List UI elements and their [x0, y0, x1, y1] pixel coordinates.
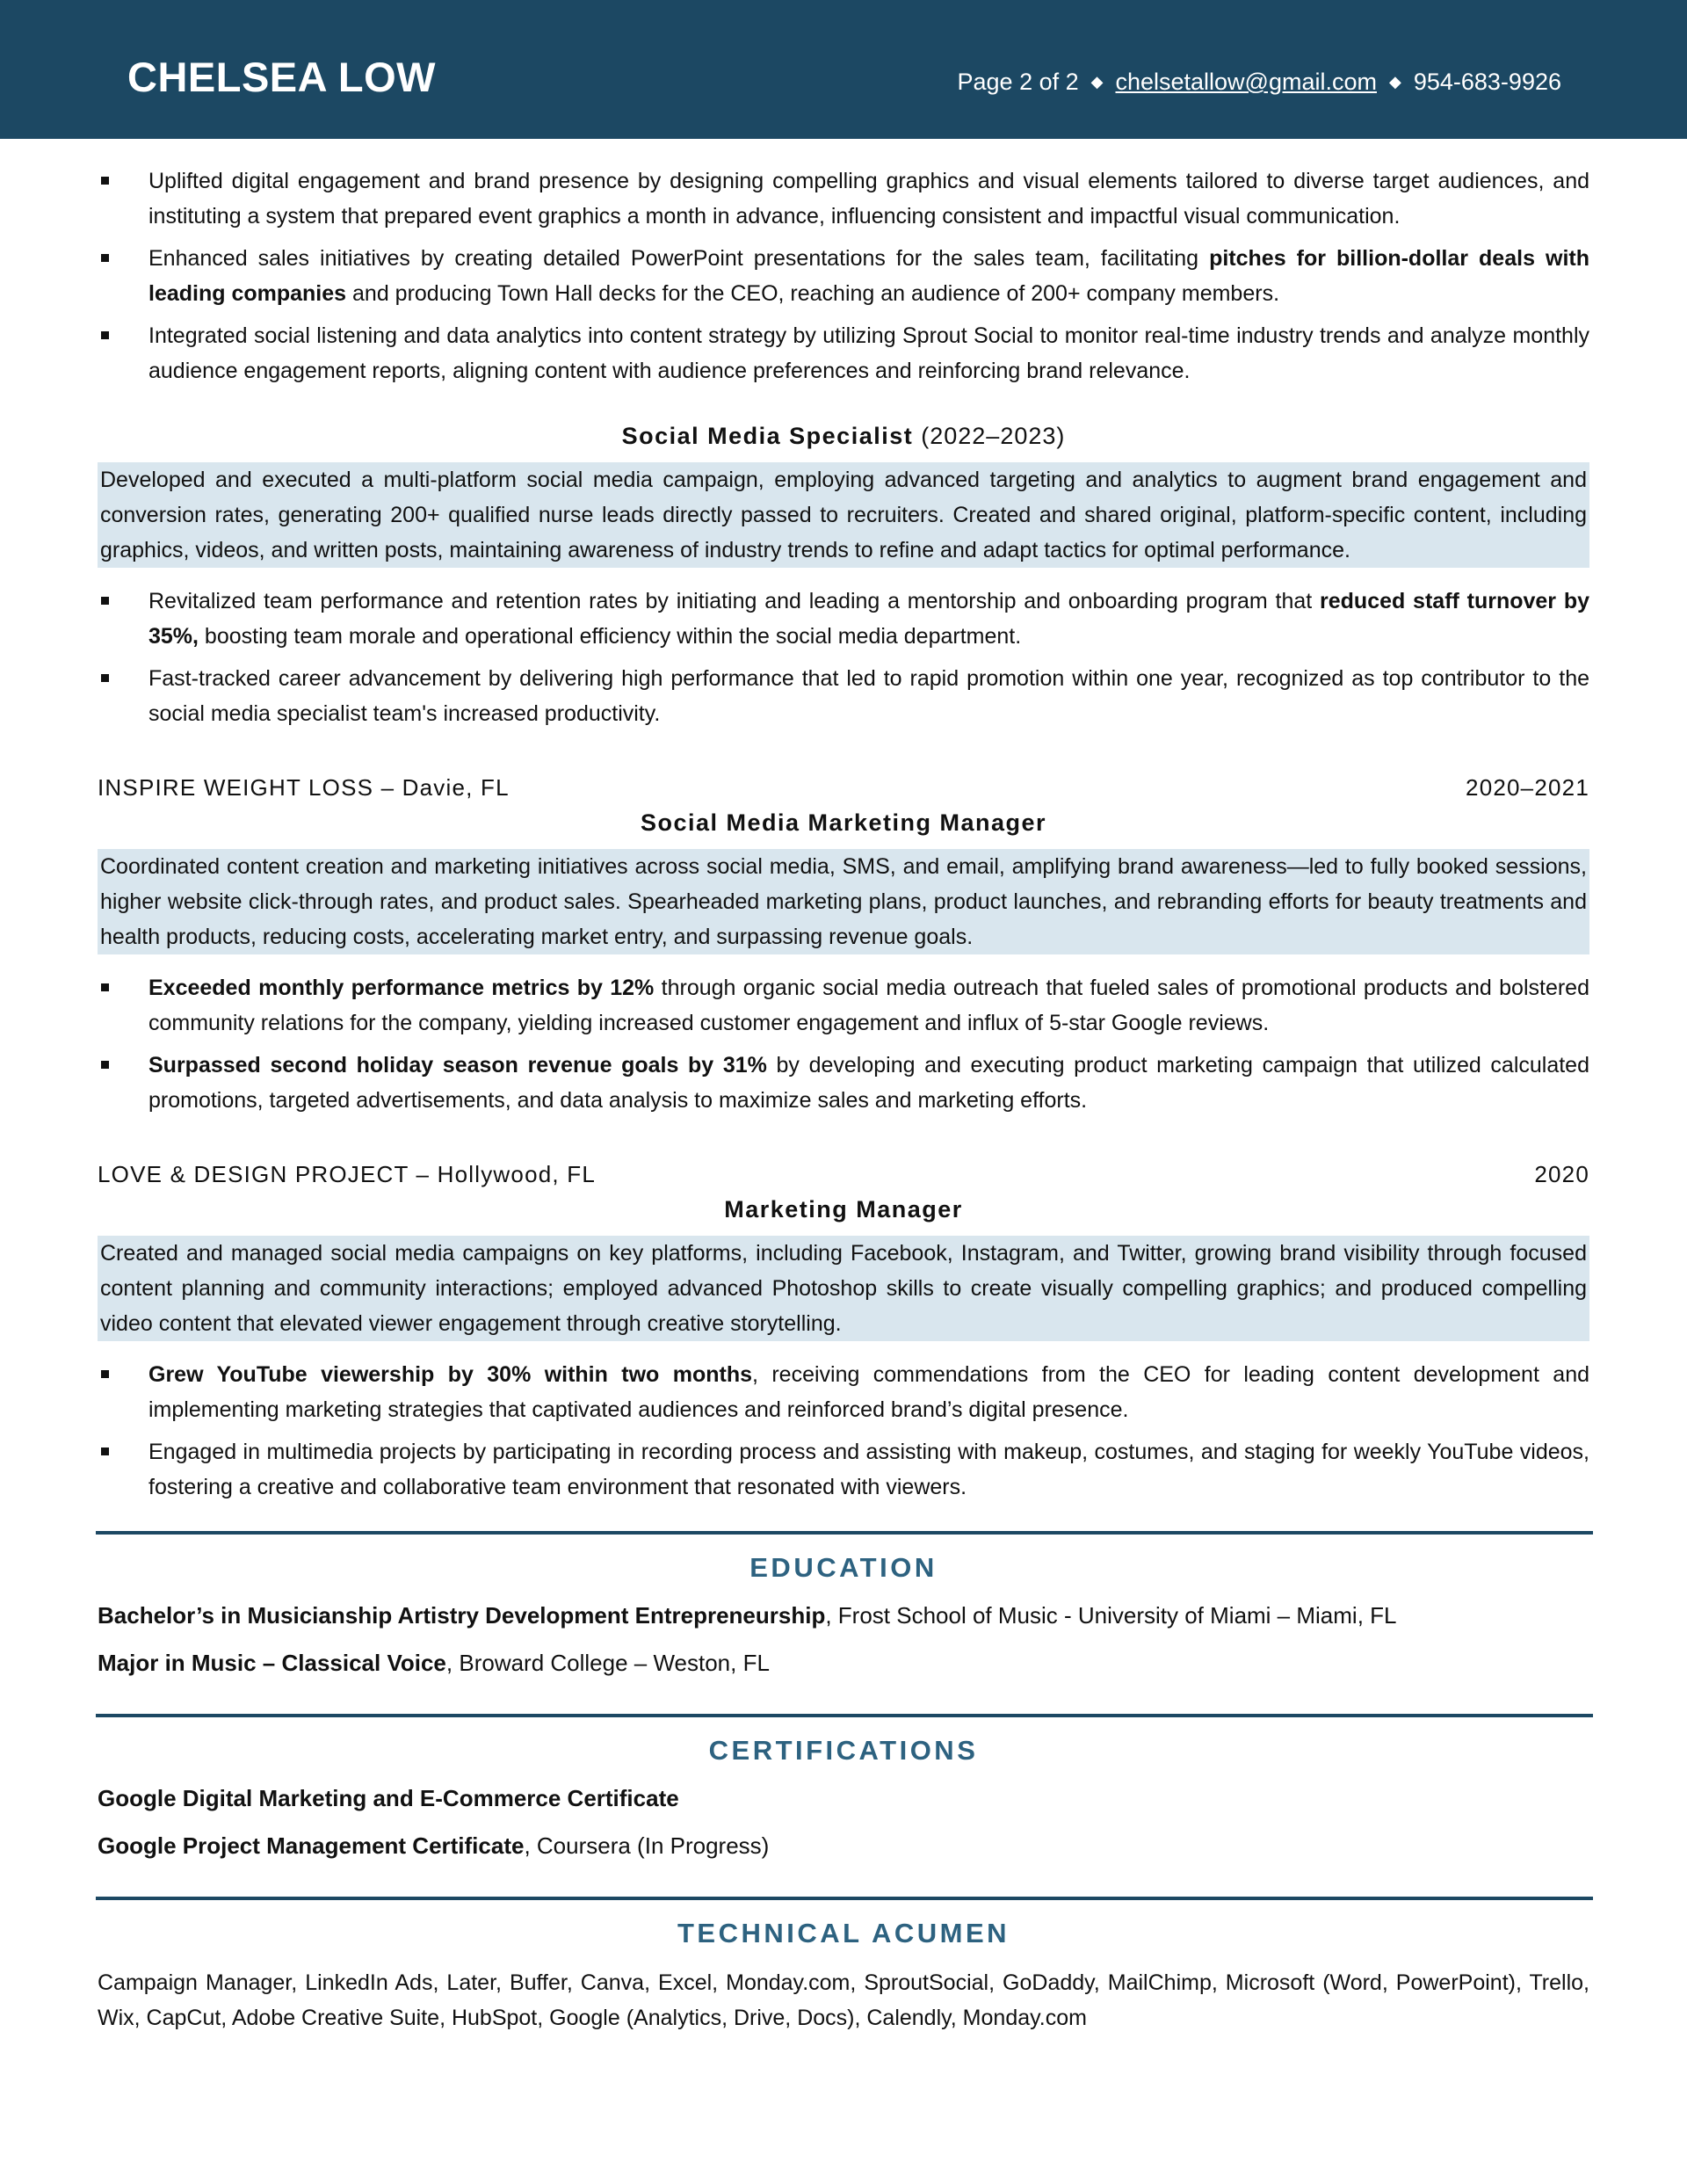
education-heading: EDUCATION: [749, 1552, 938, 1583]
role-summary: Developed and executed a multi-platform social media campaign, employing advanced targeting and analytics to augment brand engagement and conversion rates, generating 200+ qualified nurse leads directly passed to recruiters. Created and shared original, platform-specific content, including graphics, videos, and written posts, maintaining awareness of industry trends to refine and adapt tactics for optimal performance.: [98, 462, 1589, 568]
certification-item: Google Digital Marketing and E-Commerce Certificate: [98, 1785, 679, 1811]
company-line-love-design: [98, 1157, 1589, 1192]
role-title-specialist: Social Media Specialist (2022–2023): [621, 423, 1066, 449]
role-title-inspire: Social Media Marketing Manager: [640, 809, 1047, 836]
page-header: [0, 0, 1687, 139]
section-divider: [96, 1714, 1593, 1717]
company-name: INSPIRE WEIGHT LOSS – Davie, FL: [98, 774, 510, 801]
bullet-item: Fast-tracked career advancement by delivering high performance that led to rapid promotion within one year, recognized as top contributor to the social media specialist team's increased productivity.: [98, 661, 1589, 731]
inspire-bullet-list: [98, 970, 1589, 1118]
bullet-item: Revitalized team performance and retention rates by initiating and leading a mentorship and onboarding program that reduced staff turnover by 35%, boosting team morale and operational efficiency within the social media department.: [98, 584, 1589, 654]
diamond-separator-icon: ◆: [1090, 73, 1104, 91]
love-design-bullet-list: [98, 1357, 1589, 1505]
bullet-item: Grew YouTube viewership by 30% within two months, receiving commendations from the CEO for leading content development and implementing marketing strategies that captivated audiences and reinforced brand’s digital presence.: [98, 1357, 1589, 1427]
bullet-item: Engaged in multimedia projects by participating in recording process and assisting with makeup, costumes, and staging for weekly YouTube videos, fostering a creative and collaborative team environment that resonated with viewers.: [98, 1434, 1589, 1505]
technical-acumen-heading: TECHNICAL ACUMEN: [677, 1918, 1010, 1948]
bullet-item: Uplifted digital engagement and brand presence by designing compelling graphics and visual elements tailored to diverse target audiences, and instituting a system that prepared event graphics a month in advance, influencing consistent and impactful visual communication.: [98, 163, 1589, 234]
company-line-inspire: [98, 770, 1589, 805]
contact-info: [958, 69, 1561, 96]
diamond-separator-icon: ◆: [1389, 73, 1401, 91]
role-title-love-design: Marketing Manager: [724, 1196, 963, 1223]
company-name: LOVE & DESIGN PROJECT – Hollywood, FL: [98, 1161, 596, 1187]
resume-body: [98, 163, 1589, 2035]
employment-dates: 2020: [1534, 1161, 1589, 1187]
certification-item: Google Project Management Certificate, Coursera (In Progress): [98, 1832, 770, 1859]
bullet-item: Exceeded monthly performance metrics by 12% through organic social media outreach that fueled sales of promotional products and bolstered community relations for the company, yielding increased customer engagement and influx of 5-star Google reviews.: [98, 970, 1589, 1041]
certifications-heading: CERTIFICATIONS: [708, 1735, 979, 1766]
candidate-name: CHELSEA LOW: [127, 54, 437, 100]
section-divider: [96, 1531, 1593, 1535]
phone-number: 954-683-9926: [1413, 69, 1561, 95]
page-indicator: Page 2 of 2: [957, 69, 1079, 95]
email-link[interactable]: chelsetallow@gmail.com: [1115, 69, 1377, 95]
role-summary: Coordinated content creation and marketing initiatives across social media, SMS, and email, amplifying brand awareness—led to fully booked sessions, higher website click-through rates, and product sales. Spearheaded marketing plans, product launches, and rebranding efforts for beauty treatments and health products, reducing costs, accelerating market entry, and surpassing revenue goals.: [98, 849, 1589, 954]
role-summary: Created and managed social media campaigns on key platforms, including Facebook, Instagram, and Twitter, growing brand visibility through focused content planning and community interactions; employed advanced Photoshop skills to create visually compelling graphics; and produced compelling video content that elevated viewer engagement through creative storytelling.: [98, 1236, 1589, 1341]
role-dates: (2022–2023): [921, 423, 1066, 449]
specialist-bullet-list: [98, 584, 1589, 731]
education-item: Bachelor’s in Musicianship Artistry Development Entrepreneurship, Frost School of Music - University of Miami – Miami, FL: [98, 1602, 1397, 1629]
technical-skills-text: Campaign Manager, LinkedIn Ads, Later, Buffer, Canva, Excel, Monday.com, SproutSocial, GoDaddy, MailChimp, Microsoft (Word, PowerPoint), Trello, Wix, CapCut, Adobe Creative Suite, HubSpot, Google (Analytics, Drive, Docs), Calendly, Monday.com: [98, 1970, 1589, 2030]
bullet-item: Enhanced sales initiatives by creating detailed PowerPoint presentations for the sales team, facilitating pitches for billion-dollar deals with leading companies and producing Town Hall decks for the CEO, reaching an audience of 200+ company members.: [98, 241, 1589, 311]
section-divider: [96, 1897, 1593, 1900]
bullet-item: Surpassed second holiday season revenue goals by 31% by developing and executing product marketing campaign that utilized calculated promotions, targeted advertisements, and data analysis to maximize sales and marketing efforts.: [98, 1048, 1589, 1118]
employment-dates: 2020–2021: [1466, 774, 1589, 801]
education-item: Major in Music – Classical Voice, Broward College – Weston, FL: [98, 1650, 770, 1676]
intro-bullet-list: [98, 163, 1589, 388]
bullet-item: Integrated social listening and data analytics into content strategy by utilizing Sprout Social to monitor real-time industry trends and analyze monthly audience engagement reports, aligning content with audience preferences and reinforcing brand relevance.: [98, 318, 1589, 388]
